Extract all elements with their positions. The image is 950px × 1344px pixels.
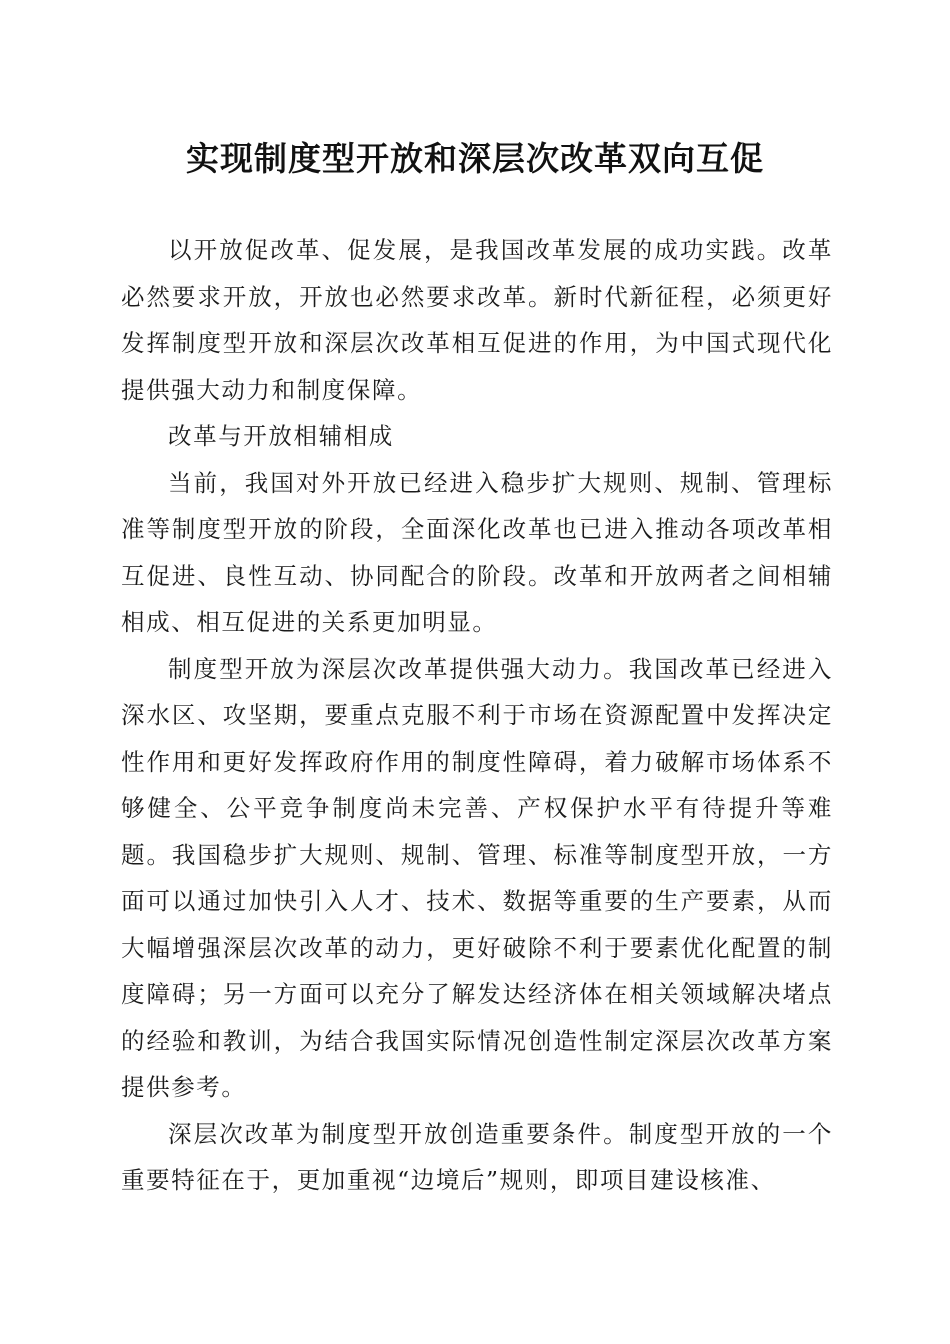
document-title: 实现制度型开放和深层次改革双向互促	[186, 139, 764, 178]
paragraph: 制度型开放为深层次改革提供强大动力。我国改革已经进入深水区、攻坚期，要重点克服不利于市场在资源配置中发挥决定性作用和更好发挥政府作用的制度性障碍，着力破解市场体系不够健全、公平竞争制度尚未完善、产权保护水平有待提升等难题。我国稳步扩大规则、规制、管理、标准等制度型开放，一方面可以通过加快引入人才、技术、数据等重要的生产要素，从而大幅增强深层次改革的动力，更好破除不利于要素优化配置的制度障碍；另一方面可以充分了解发达经济体在相关领域解决堵点的经验和教训，为结合我国实际情况创造性制定深层次改革方案提供参考。	[121, 654, 833, 1101]
paragraph: 当前，我国对外开放已经进入稳步扩大规则、规制、管理标准等制度型开放的阶段，全面深化改革也已进入推动各项改革相互促进、良性互动、协同配合的阶段。改革和开放两者之间相辅相成、相互促进的关系更加明显。	[121, 468, 833, 636]
section-heading: 改革与开放相辅相成	[168, 422, 394, 450]
paragraph-intro: 以开放促改革、促发展，是我国改革发展的成功实践。改革必然要求开放，开放也必然要求改革。新时代新征程，必须更好发挥制度型开放和深层次改革相互促进的作用，为中国式现代化提供强大动力和制度保障。	[121, 236, 833, 404]
document-body	[121, 227, 833, 1204]
paragraph: 深层次改革为制度型开放创造重要条件。制度型开放的一个重要特征在于，更加重视“边境后”规则，即项目建设核准、	[121, 1119, 833, 1194]
